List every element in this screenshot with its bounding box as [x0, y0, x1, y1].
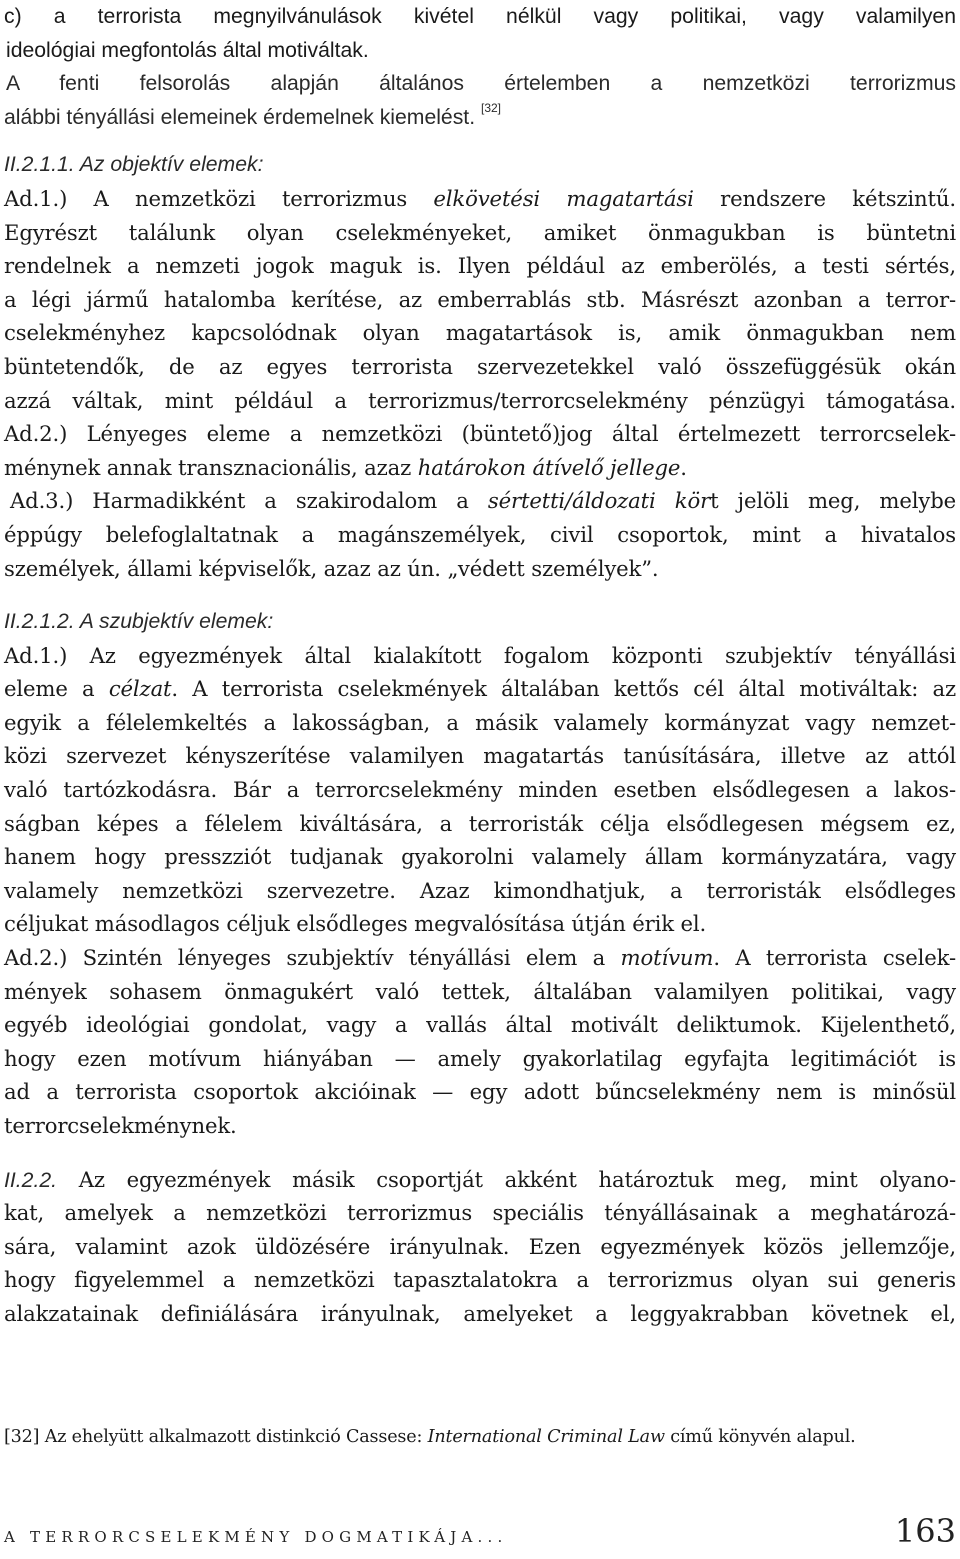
- section-heading: II.2.1.2. A szubjektív elemek:: [4, 610, 274, 634]
- paragraph-line: Ad.2.) Lényeges eleme a nemzetközi (büntető)jog által értelmezett terrorcselek-: [4, 421, 956, 447]
- list-item-c: c) a terrorista megnyilvánulások kivétel nélkül vagy politikai, vagy valamilyen: [4, 5, 956, 28]
- list-item-c-continuation: ideológiai megfontolás által motiváltak.: [6, 38, 369, 62]
- paragraph-line: hogy ezen motívum hiányában — amely gyakorlatilag egyfajta legitimációt is: [4, 1045, 956, 1071]
- section-heading: II.2.1.1. Az objektív elemek:: [4, 153, 264, 177]
- paragraph-line: rendelnek a nemzeti jogok maguk is. Ilyen például az emberölés, a testi sértés,: [4, 253, 956, 279]
- footnote: [4, 1423, 956, 1451]
- paragraph-line: egyéb ideológiai gondolat, vagy a vallás által motivált deliktumok. Kijelenthető,: [4, 1012, 956, 1038]
- running-title: A TERRORCSELEKMÉNY DOGMATIKÁJA...: [4, 1528, 508, 1546]
- paragraph-line: büntetendők, de az egyes terrorista szervezetekkel való összefüggésük okán: [4, 353, 956, 379]
- paragraph-line: A fenti felsorolás alapján általános értelemben a nemzetközi terrorizmus: [6, 72, 956, 96]
- spacer: [4, 585, 956, 605]
- paragraph-line: éppúgy belefoglaltatnak a magánszemélyek, civil csoportok, mint a hivatalos: [4, 521, 956, 547]
- paragraph-line: azzá váltak, mint például a terrorizmus/terrorcselekmény pénzügyi támogatása.: [4, 387, 956, 413]
- paragraph-line: sára, valamint azok üldözésére irányulnak. Ezen egyezmények közös jellemzője,: [4, 1233, 956, 1259]
- document-body: [4, 0, 956, 1331]
- paragraph-line: céljukat másodlagos céljuk elsődleges megvalósítása útján érik el.: [4, 911, 707, 937]
- paragraph-line: ad a terrorista csoportok akcióinak — egy adott bűncselekmény nem is minősül: [4, 1079, 956, 1105]
- paragraph-line: Egyrészt találunk olyan cselekményeket, amiket önmagukban is büntetni: [4, 219, 956, 245]
- footnote-title: International Criminal Law: [427, 1427, 665, 1447]
- paragraph-line: hanem hogy presszziót tudjanak gyakorolni valamely állam kormányzatára, vagy: [4, 844, 956, 870]
- spacer: [4, 134, 956, 148]
- paragraph-line: cselekményhez kapcsolódnak olyan magatartások is, amik önmagukban nem: [4, 320, 956, 346]
- paragraph-line: alábbi tényállási elemeinek érdemelnek kiemelést. [32]: [4, 100, 501, 129]
- footnote-text: [32] Az ehelyütt alkalmazott distinkció Cassese:: [4, 1427, 423, 1447]
- paragraph-line: Ad.1.) A nemzetközi terrorizmus elkövetési magatartási rendszere kétszintű.: [4, 185, 957, 211]
- footnote-text-end: című könyvén alapul.: [670, 1427, 856, 1447]
- paragraph-line: közi szervezet kényszerítése valamilyen magatartás tanúsítására, illetve az attól: [4, 743, 956, 769]
- paragraph-line: II.2.2. Az egyezmények másik csoportját akként határoztuk meg, mint olyano-: [4, 1166, 956, 1192]
- paragraph-line: valamely nemzetközi szervezetre. Azaz kimondhatjuk, a terroristák elsődleges: [4, 877, 956, 903]
- paragraph-line: Ad.1.) Az egyezmények által kialakított fogalom központi szubjektív tényállási: [4, 642, 956, 668]
- paragraph-line: személyek, állami képviselők, azaz az ún. „védett személyek”.: [4, 555, 659, 581]
- paragraph-line: alakzatainak definiálására irányulnak, amelyeket a leggyakrabban követnek el,: [4, 1300, 956, 1326]
- paragraph-line: egyik a félelemkeltés a lakosságban, a másik valamely kormányzat vagy nemzet-: [4, 709, 956, 735]
- paragraph-line: mények sohasem önmagukért való tettek, általában valamilyen politikai, vagy: [4, 978, 956, 1004]
- paragraph-line: eleme a célzat. A terrorista cselekmények általában kettős cél által motiváltak: az: [4, 676, 956, 702]
- page-footer: [4, 1510, 956, 1550]
- spacer: [4, 1143, 956, 1163]
- paragraph-line: Ad.2.) Szintén lényeges szubjektív tényállási elem a motívum. A terrorista cselek-: [4, 945, 956, 971]
- footnote-reference[interactable]: [32]: [480, 100, 501, 115]
- paragraph-line: Ad.3.) Harmadikként a szakirodalom a sértetti/áldozati kört jelöli meg, melybe: [10, 488, 957, 514]
- paragraph-line: hogy figyelemmel a nemzetközi tapasztalatokra a terrorizmus olyan sui generis: [4, 1267, 956, 1293]
- paragraph-line: kat, amelyek a nemzetközi terrorizmus speciális tényállásainak a meghatározá-: [4, 1200, 956, 1226]
- paragraph-line: való tartózkodásra. Bár a terrorcselekmény minden esetben elsődlegesen a lakos-: [4, 777, 956, 803]
- paragraph-line: ságban képes a félelem kiváltására, a terroristák célja elsődlegesen mégsem ez,: [4, 810, 956, 836]
- paragraph-line: a légi jármű hatalomba kerítése, az emberrablás stb. Másrészt azonban a terror-: [4, 286, 956, 312]
- page-number: 163: [894, 1512, 956, 1550]
- section-number: II.2.2.: [4, 1168, 57, 1192]
- paragraph-line: terrorcselekménynek.: [4, 1113, 237, 1138]
- paragraph-line: ménynek annak transznacionális, azaz határokon átívelő jellege.: [4, 454, 687, 480]
